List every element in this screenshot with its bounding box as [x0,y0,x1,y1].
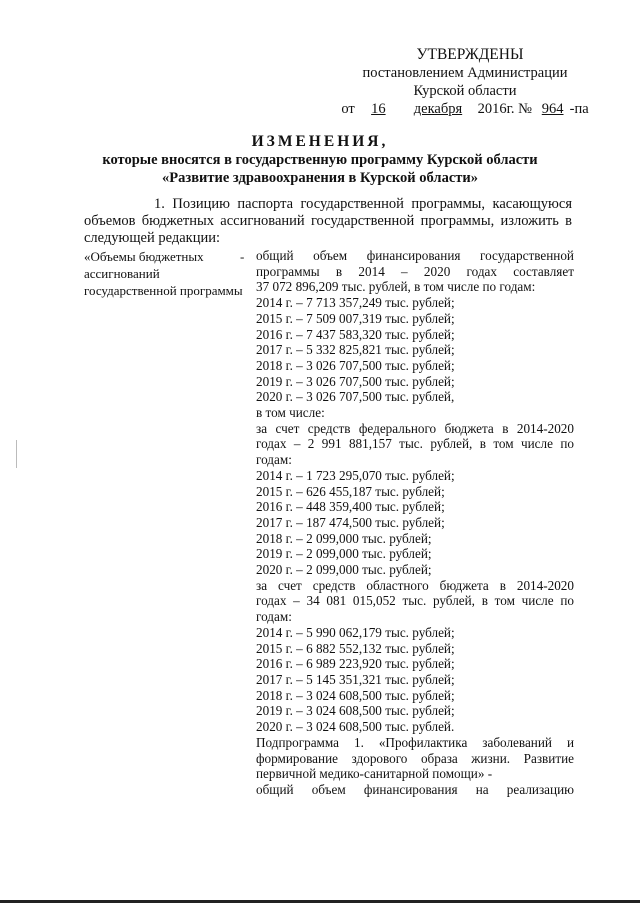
approval-line-1: постановлением Администрации [362,65,568,81]
financing-line: 2017 г. – 187 474,500 тыс. рублей; [256,514,445,530]
page-bottom-edge [0,900,640,903]
financing-line: 2020 г. – 2 099,000 тыс. рублей; [256,562,432,578]
approval-date-line [330,100,600,118]
financing-line: годах – 34 081 015,052 тыс. рублей, в том числе по [256,593,574,609]
financing-line: годам: [256,452,292,468]
financing-line: 2020 г. – 3 026 707,500 тыс. рублей, [256,389,455,405]
decree-number: 964 [541,101,564,117]
financing-line: первичной медико-санитарной помощи» - [256,766,493,782]
financing-line: 2015 г. – 626 455,187 тыс. рублей; [256,483,445,499]
title-main: ИЗМЕНЕНИЯ, [251,133,389,150]
financing-line: годах – 2 991 881,157 тыс. рублей, в том числе по [256,436,574,452]
financing-line: 2016 г. – 6 989 223,920 тыс. рублей; [256,656,455,672]
financing-line: в том числе: [256,405,325,421]
position-label: «Объемы бюджетных ассигнований государственной программы [84,249,243,298]
scan-artifact [16,440,17,468]
date-year: 2016г. № [477,101,533,117]
financing-line: 2019 г. – 3 026 707,500 тыс. рублей; [256,373,455,389]
financing-line: годам: [256,609,292,625]
title-line-3: «Развитие здравоохранения в Курской области» [162,170,478,186]
financing-line: 2014 г. – 5 990 062,179 тыс. рублей; [256,624,455,640]
financing-line: 2019 г. – 3 024 608,500 тыс. рублей; [256,703,455,719]
financing-line: 2016 г. – 448 359,400 тыс. рублей; [256,499,445,515]
financing-line: 2017 г. – 5 332 825,821 тыс. рублей; [256,342,455,358]
financing-line: 2018 г. – 3 024 608,500 тыс. рублей; [256,687,455,703]
approval-heading: УТВЕРЖДЕНЫ [416,46,524,63]
date-day: 16 [371,101,386,117]
decree-suffix: -па [569,101,589,117]
financing-line: 2015 г. – 6 882 552,132 тыс. рублей; [256,640,455,656]
financing-line: общий объем финансирования государственной [256,248,574,263]
financing-line: Подпрограмма 1. «Профилактика заболеваний и [256,734,574,750]
title-line-2: которые вносятся в государственную программу Курской области [102,152,538,168]
intro-paragraph: 1. Позицию паспорта государственной программы, касающуюся объемов бюджетных ассигнований государственной программы, изложить в следующей редакции: [84,196,572,246]
financing-line: 2014 г. – 1 723 295,070 тыс. рублей; [256,467,455,483]
financing-line: 2018 г. – 2 099,000 тыс. рублей; [256,530,432,546]
date-month: декабря [413,101,463,117]
date-prefix: от [341,101,355,117]
financing-line: за счет средств федерального бюджета в 2014-2020 [256,420,574,436]
financing-line: 2020 г. – 3 024 608,500 тыс. рублей. [256,719,455,735]
financing-details [256,248,574,798]
financing-line: 2015 г. – 7 509 007,319 тыс. рублей; [256,310,455,326]
financing-line: 2016 г. – 7 437 583,320 тыс. рублей; [256,326,455,342]
financing-line: 2014 г. – 7 713 357,249 тыс. рублей; [256,295,455,311]
document-title [60,133,580,187]
financing-line: программы в 2014 – 2020 годах составляет [256,263,574,279]
approval-line-2: Курской области [413,83,517,99]
approval-block [330,46,600,118]
position-dash: - [240,249,245,264]
financing-line: 2019 г. – 2 099,000 тыс. рублей; [256,546,432,562]
financing-line: 2018 г. – 3 026 707,500 тыс. рублей; [256,357,455,373]
financing-line: 37 072 896,209 тыс. рублей, в том числе по годам: [256,279,536,295]
financing-line: 2017 г. – 5 145 351,321 тыс. рублей; [256,671,455,687]
financing-line: формирование здорового образа жизни. Развитие [256,750,574,766]
financing-line: за счет средств областного бюджета в 2014-2020 [256,577,574,593]
financing-line: общий объем финансирования на реализацию [256,781,574,797]
